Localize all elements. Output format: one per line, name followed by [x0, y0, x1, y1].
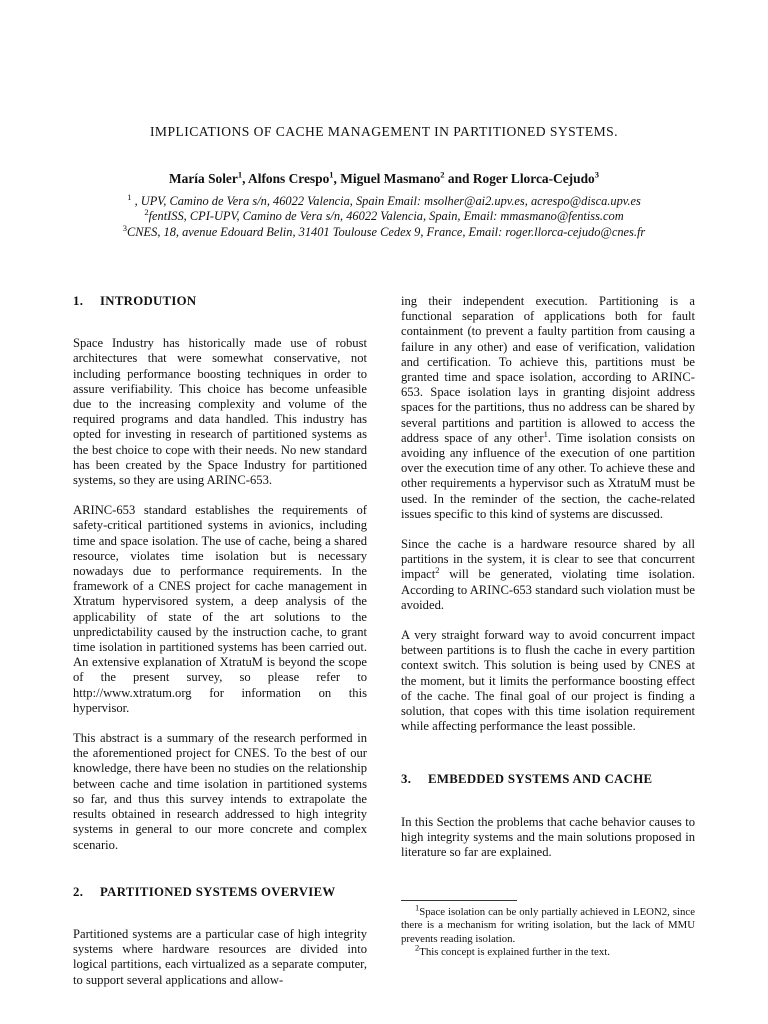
section-number: 3. [401, 772, 412, 787]
affiliation-text: , UPV, Camino de Vera s/n, 46022 Valencia, Spain Email: msolher@ai2.upv.es, acrespo@disca.upv.es [131, 194, 641, 208]
left-column [73, 294, 367, 988]
author-affil-mark: 1 [237, 169, 243, 180]
footnote-mark: 2 [415, 942, 420, 953]
author-separator: , [242, 171, 249, 186]
footnote-ref: 2 [435, 565, 440, 576]
author-separator: , [333, 171, 341, 186]
author-separator: and [444, 171, 473, 186]
author-line [0, 171, 768, 187]
affiliation-line [0, 191, 768, 209]
footnote-text: Space isolation can be only partially achieved in LEON2, since there is a mechanism for writing isolation, but the lack of MMU prevents reading isolation. [401, 906, 695, 945]
author-name: María Soler [169, 171, 238, 186]
affiliation-text: fentISS, CPI-UPV, Camino de Vera s/n, 46022 Valencia, Spain, Email: mmasmano@fentiss.com [148, 209, 624, 224]
author-affil-mark: 2 [440, 169, 445, 180]
paragraph: A very straight forward way to avoid concurrent impact between partitions is to flush the cache in every partition context switch. This solution is being used by CNES at the moment, but it limits the performance boosting effect of the cache. The final goal of our project is finding a solution, that copes with this time isolation requirement while affecting performance the least possible. [401, 628, 695, 734]
paragraph: Space Industry has historically made use of robust architectures that were somewhat conservative, not including performance boosting techniques in order to assure verifiability. This choice has become unfeasible due to the increasing complexity and volume of the required programs and data handled. This industry has opted for investing in research of partitioned systems as the best choice to cope with their needs. No new standard has been created by the Space Industry for partitioned systems, so they are using ARINC-653. [73, 336, 367, 488]
affiliations [0, 191, 768, 240]
paragraph: Partitioned systems are a particular case of high integrity systems where hardware resources are divided into logical partitions, each virtualized as a separate computer, to support several applications and allow- [73, 926, 367, 987]
section-title: PARTITIONED SYSTEMS OVERVIEW [100, 884, 336, 899]
footnote-ref: 1 [543, 428, 548, 439]
affiliation-line [0, 209, 768, 224]
section-number: 1. [73, 294, 84, 308]
affiliation-text: CNES, 18, avenue Edouard Belin, 31401 Toulouse Cedex 9, France, Email: roger.llorca-cejudo@cnes.fr [127, 224, 646, 239]
paragraph: ARINC-653 standard establishes the requirements of safety-critical partitioned systems in avionics, including time and space isolation. The use of cache, being a shared resource, violates time isolation but is necessary nowadays due to performance requirements. In the framework of a CNES project for cache management in Xtratum hypervisored system, a deep analysis of the applicability of state of the art solutions to the unpredictability caused by the instruction cache, to grant time isolation in partitioned systems has been carried out. An extensive explanation of XtratuM is beyond the scope of the present survey, so please refer to http://www.xtratum.org for information on this hypervisor. [73, 503, 367, 715]
paragraph-text: ing their independent execution. Partitioning is a functional separation of applications both for fault containment (to prevent a faulty partition from causing a failure in any other) and ease of verification, validation and certification. To achieve this, partitions must be granted time and space isolation, according to ARINC-653. Space isolation lays in granting disjoint address spaces for the partitions, thus no address can be shared by several partitions and partition is allowed to access the address space of any other [401, 294, 695, 445]
footnote [401, 942, 695, 959]
affiliation-mark: 3 [122, 222, 128, 233]
affiliation-mark: 2 [144, 207, 149, 218]
paragraph-text: will be generated, violating time isolation. According to ARINC-653 standard such violation must be avoided. [401, 567, 695, 612]
footnote [401, 902, 695, 946]
affiliation-line [0, 222, 768, 240]
footnotes [401, 902, 695, 960]
section-heading-partitioned-systems [73, 885, 367, 900]
author-name: Miguel Masmano [340, 171, 441, 186]
section-heading-introduction [73, 294, 367, 309]
section-heading-embedded-systems [401, 772, 695, 787]
paragraph-text: . Time isolation consists on avoiding any influence of the execution of one partition over the execution time of any other. To achieve these and other requirements a hypervisor such as XtratuM must be used. In the reminder of the section, the cache-related issues specific to this kind of systems are discussed. [401, 430, 695, 521]
author-name: Alfons Crespo [248, 171, 330, 186]
section-number: 2. [73, 884, 84, 899]
paragraph [401, 294, 695, 522]
affiliation-mark: 1 [127, 191, 132, 202]
paragraph [401, 537, 695, 613]
author-name: Roger Llorca-Cejudo [472, 171, 595, 186]
paragraph-text: Since the cache is a hardware resource shared by all partitions in the system, it is clear to see that concurrent impact [401, 537, 695, 582]
right-column [401, 294, 695, 860]
footnote-text: This concept is explained further in the text. [419, 946, 610, 959]
paragraph: This abstract is a summary of the research performed in the aforementioned project for CNES. To the best of our knowledge, there have been no studies on the relationship between cache and time isolation in partitioned systems so far, and thus this survey intends to extrapolate the results obtained in research addressed to high integrity systems in general to our more concrete and complex scenario. [73, 731, 367, 852]
section-title: EMBEDDED SYSTEMS AND CACHE [428, 772, 653, 787]
footnote-rule [401, 900, 517, 901]
paragraph: In this Section the problems that cache behavior causes to high integrity systems and the main solutions proposed in literature so far are explained. [401, 814, 695, 860]
author-affil-mark: 1 [329, 169, 334, 180]
author-affil-mark: 3 [594, 169, 599, 180]
footnote-mark: 1 [415, 902, 420, 913]
section-title: INTRODUTION [100, 294, 197, 308]
paper-title: IMPLICATIONS OF CACHE MANAGEMENT IN PARTITIONED SYSTEMS. [149, 124, 619, 139]
